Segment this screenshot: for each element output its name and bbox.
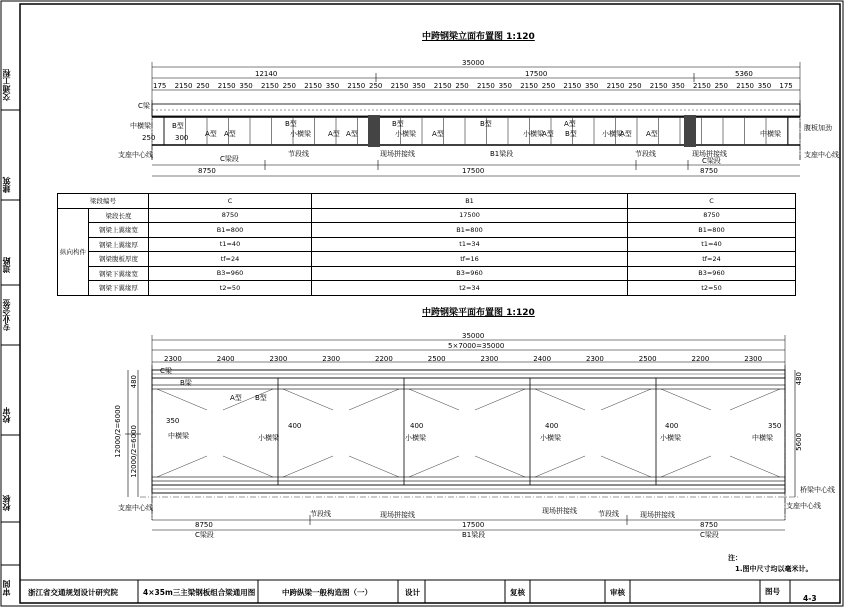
lateral-brace [730, 389, 780, 410]
table-row [58, 252, 796, 267]
elev-member-label: A型 [432, 130, 444, 138]
side-label-countersign: 专业会签 [2, 299, 11, 331]
tb-sheet-no: 4-3 [803, 594, 817, 603]
plan-site-splice-1: 现场拼接线 [380, 511, 415, 519]
elev-c-seg-1: C梁段 [220, 155, 239, 163]
elev-spacing-dim: 350 [325, 82, 340, 90]
elev-spacing-dim: 350 [757, 82, 772, 90]
tb-sheet-label: 图号 [765, 587, 780, 596]
lateral-brace [283, 389, 333, 410]
elev-spacing-dim: 2150 [736, 82, 755, 90]
elev-member-label: A型 [542, 130, 554, 138]
plan-seg-dim-2: 17500 [462, 521, 485, 529]
table-header-cell: C [149, 194, 312, 209]
table-cell: 8750 [628, 208, 796, 223]
elev-spacing-dim: 2150 [563, 82, 582, 90]
plan-top-dim: 2300 [480, 355, 499, 363]
elev-sub-dim-3: 5360 [735, 70, 753, 78]
elev-spacing-dim: 2150 [433, 82, 452, 90]
plan-seg-name-1: C梁段 [195, 531, 214, 539]
elev-spacing-dim: 2150 [649, 82, 668, 90]
plan-bay-dim: 5×7000=35000 [448, 342, 505, 350]
table-cell: tf=24 [628, 252, 796, 267]
elev-spacing-dim: 350 [585, 82, 599, 90]
plan-top-dim: 2300 [164, 355, 182, 363]
table-cell: tf=24 [149, 252, 312, 267]
lateral-brace [409, 456, 459, 477]
elev-sub-dim-2: 17500 [525, 70, 548, 78]
plan-member-label: 400 [410, 422, 424, 430]
table-header-cell: B1 [312, 194, 628, 209]
table-row [58, 208, 796, 223]
elev-spacing-dim: 2150 [477, 82, 495, 90]
note-text: 1.图中尺寸均以毫米计。 [735, 565, 813, 573]
tb-design: 设计 [405, 588, 420, 597]
elev-spacing-dim: 250 [628, 82, 642, 90]
lateral-brace [223, 456, 273, 477]
elev-member-label: B型 [565, 130, 577, 138]
elev-member-label: 小横梁 [290, 130, 311, 138]
plan-top-dim: 2400 [216, 355, 235, 363]
table-cell: B1=800 [628, 223, 796, 238]
elev-label-300: 300 [175, 134, 189, 142]
side-label-road: 道路 [2, 257, 11, 273]
elev-spacing-dim: 350 [671, 82, 685, 90]
elev-spacing-dim: 2150 [390, 82, 409, 90]
plan-seg-name-3: C梁段 [700, 531, 719, 539]
plan-member-label: 中横梁 [168, 432, 189, 440]
lateral-brace [475, 456, 525, 477]
elev-segment-line-1: 节段线 [288, 150, 309, 158]
elev-member-label: B型 [285, 120, 297, 128]
side-label-approve: 审阅 [2, 580, 11, 596]
elev-spacing-dim: 350 [498, 82, 512, 90]
elev-sub-dim-1: 12140 [255, 70, 278, 78]
table-cell: 梁段长度 [89, 208, 149, 223]
plan-site-splice-2: 现场拼接线 [640, 511, 675, 519]
table-header-cell: C [628, 194, 796, 209]
lateral-brace [601, 389, 651, 410]
table-row [58, 266, 796, 281]
plan-member-label: 350 [768, 422, 782, 430]
table-cell: 钢梁下翼缘厚 [89, 281, 149, 296]
tb-drawing-title: 中跨纵梁一般构造图（一） [282, 588, 372, 597]
plan-member-label: 小横梁 [258, 434, 279, 442]
elev-seg-dim-1: 8750 [198, 167, 216, 175]
elev-total-dim: 35000 [462, 59, 485, 67]
lateral-brace [283, 456, 333, 477]
table-row [58, 281, 796, 296]
elev-member-label: B型 [392, 120, 404, 128]
elev-spacing-dim: 250 [541, 82, 556, 90]
table-cell: t2=50 [628, 281, 796, 296]
lateral-brace [157, 389, 207, 410]
tb-org: 浙江省交通规划设计研究院 [28, 588, 118, 597]
lateral-brace [661, 389, 711, 410]
elev-member-label: A型 [564, 120, 576, 128]
elev-member-label: A型 [224, 130, 236, 138]
elev-spacing-dim: 250 [714, 82, 728, 90]
elev-spacing-dim: 2150 [520, 82, 539, 90]
elev-member-label: 小横梁 [395, 130, 416, 138]
plan-top-dim: 2500 [427, 355, 446, 363]
elev-label-250: 250 [142, 134, 156, 142]
elev-spacing-dim: 250 [196, 82, 210, 90]
plan-top-dim: 2500 [638, 355, 657, 363]
elev-spacing-dim: 2150 [304, 82, 323, 90]
lateral-brace [535, 456, 585, 477]
tb-project: 4×35m三主梁钢板组合梁通用图 [143, 588, 256, 597]
elev-member-label: A型 [646, 130, 658, 138]
table-row [58, 223, 796, 238]
inner-border [20, 4, 840, 603]
plan-top-dim: 2300 [322, 355, 341, 363]
outer-border [1, 1, 843, 606]
elev-spacing-dim: 2150 [693, 82, 711, 90]
plan-title: 中跨钢梁平面布置图 1:120 [422, 308, 535, 318]
plan-seg-dim-1: 8750 [195, 521, 213, 529]
plan-member-label: 400 [288, 422, 302, 430]
table-cell: B3=960 [312, 266, 628, 281]
table-cell: t2=34 [312, 281, 628, 296]
plan-site-splice-3: 现场拼接线 [542, 507, 577, 515]
elev-member-label: A型 [346, 130, 358, 138]
plan-top-dim: 2300 [269, 355, 288, 363]
elev-spacing-dim: 350 [239, 82, 253, 90]
plan-member-label: 小横梁 [540, 434, 561, 442]
table-cell: B3=960 [628, 266, 796, 281]
plan-member-label: B梁 [180, 379, 192, 387]
plan-view [125, 332, 800, 530]
elev-spacing-dim: 2150 [261, 82, 279, 90]
elev-bearing-right: 支座中心线 [804, 151, 839, 159]
plan-right-dim-2: 5600 [795, 433, 803, 451]
plan-member-label: 小横梁 [660, 434, 681, 442]
plan-member-label: 400 [665, 422, 679, 430]
plan-bearing-left: 支座中心线 [118, 504, 153, 512]
plan-member-label: C梁 [160, 367, 172, 375]
elev-label-b-type: B型 [172, 122, 184, 130]
elev-spacing-dim: 175 [779, 82, 793, 90]
elev-label-mid-crossbeam: 中横梁 [130, 122, 151, 130]
table-cell: t1=40 [628, 237, 796, 252]
table-row [58, 237, 796, 252]
lateral-brace [661, 456, 711, 477]
elev-member-label: 中横梁 [760, 130, 781, 138]
plan-member-label: 350 [166, 417, 180, 425]
table-cell: 8750 [149, 208, 312, 223]
plan-right-dim-1: 480 [795, 372, 803, 386]
plan-left-dim-3: 480 [130, 375, 138, 389]
table-cell: 钢梁腹板厚度 [89, 252, 149, 267]
lateral-brace [349, 456, 399, 477]
plan-member-label: A型 [230, 394, 242, 402]
elev-spacing-dim: 250 [282, 82, 296, 90]
lateral-brace [475, 389, 525, 410]
elev-member-label: 小横梁 [523, 130, 544, 138]
lateral-brace [349, 389, 399, 410]
table-cell: t2=50 [149, 281, 312, 296]
side-label-traffic: 交通工程 [2, 69, 11, 101]
tb-approve: 审核 [610, 588, 625, 597]
lateral-brace [409, 389, 459, 410]
elev-spacing-dim: 350 [412, 82, 426, 90]
plan-member-label: 小横梁 [405, 434, 426, 442]
table-cell: tf=16 [312, 252, 628, 267]
side-label-building: 建筑 [2, 177, 11, 193]
elev-spacing-dim: 250 [455, 82, 469, 90]
elev-spacing-dim: 2150 [606, 82, 625, 90]
elev-spacing-dim: 250 [369, 82, 383, 90]
elev-member-label: A型 [620, 130, 632, 138]
elev-spacing-dim: 2150 [217, 82, 236, 90]
plan-top-dim: 2300 [586, 355, 604, 363]
plan-left-dim-2: 12000/2=6000 [130, 425, 138, 478]
elev-seg-dim-3: 8750 [700, 167, 718, 175]
note-title: 注： [728, 554, 742, 562]
plan-top-dim: 2400 [533, 355, 552, 363]
table-cell: t1=40 [149, 237, 312, 252]
table-cell: B1=800 [312, 223, 628, 238]
elevation-title: 中跨钢梁立面布置图 1:120 [422, 32, 535, 42]
lateral-brace [730, 456, 780, 477]
elev-bearing-left: 支座中心线 [118, 151, 153, 159]
lateral-brace [601, 456, 651, 477]
elev-b1-seg: B1梁段 [490, 150, 514, 158]
side-label-verify: 校核 [2, 495, 11, 511]
elev-site-splice-2: 现场拼接线 [692, 150, 727, 158]
elev-seg-dim-2: 17500 [462, 167, 485, 175]
lateral-brace [535, 389, 585, 410]
plan-bearing-right: 支座中心线 [786, 502, 821, 510]
plan-bridge-centerline: 桥梁中心线 [800, 486, 835, 494]
table-cell: t1=34 [312, 237, 628, 252]
plan-seg-name-2: B1梁段 [462, 531, 486, 539]
table-cell: B3=960 [149, 266, 312, 281]
elev-label-c-beam: C梁 [138, 102, 150, 110]
elev-c-seg-2: C梁段 [702, 157, 721, 165]
side-label-check: 校审 [2, 407, 11, 423]
plan-member-label: 400 [545, 422, 559, 430]
plan-segment-line-2: 节段线 [598, 510, 619, 518]
plan-member-label: 中横梁 [752, 434, 773, 442]
table-cell: 钢梁上翼缘宽 [89, 223, 149, 238]
elev-member-label: A型 [205, 130, 217, 138]
elev-member-label: 小横梁 [602, 130, 623, 138]
elev-spacing-dim: 175 [153, 82, 167, 90]
table-header-cell: 梁段编号 [58, 194, 149, 209]
plan-segment-line-1: 节段线 [310, 510, 331, 518]
plan-top-dim: 2300 [744, 355, 763, 363]
girder-property-table [57, 193, 796, 296]
elev-spacing-dim: 2150 [347, 82, 366, 90]
plan-top-dim: 2200 [375, 355, 393, 363]
plan-seg-dim-3: 8750 [700, 521, 718, 529]
plan-member-label: B型 [255, 394, 267, 402]
elev-site-splice-1: 现场拼接线 [380, 150, 415, 158]
plan-left-dim-1: 12000/2=6000 [114, 405, 122, 458]
table-cell: B1=800 [149, 223, 312, 238]
table-cell: 17500 [312, 208, 628, 223]
table-header-row [58, 194, 796, 209]
table-cell: 钢梁上翼缘厚 [89, 237, 149, 252]
elev-spacing-dim: 2150 [174, 82, 193, 90]
elev-web-stiffener: 腹板加劲 [804, 124, 832, 132]
plan-top-dim: 2200 [691, 355, 710, 363]
elev-member-label: B型 [480, 120, 492, 128]
table-cell: 钢梁下翼缘宽 [89, 266, 149, 281]
plan-total-dim: 35000 [462, 332, 485, 340]
elev-segment-line-2: 节段线 [635, 150, 656, 158]
table-group-cell: 纵向构件 [58, 208, 89, 295]
tb-review: 复核 [510, 588, 525, 597]
lateral-brace [157, 456, 207, 477]
elev-member-label: A型 [328, 130, 340, 138]
